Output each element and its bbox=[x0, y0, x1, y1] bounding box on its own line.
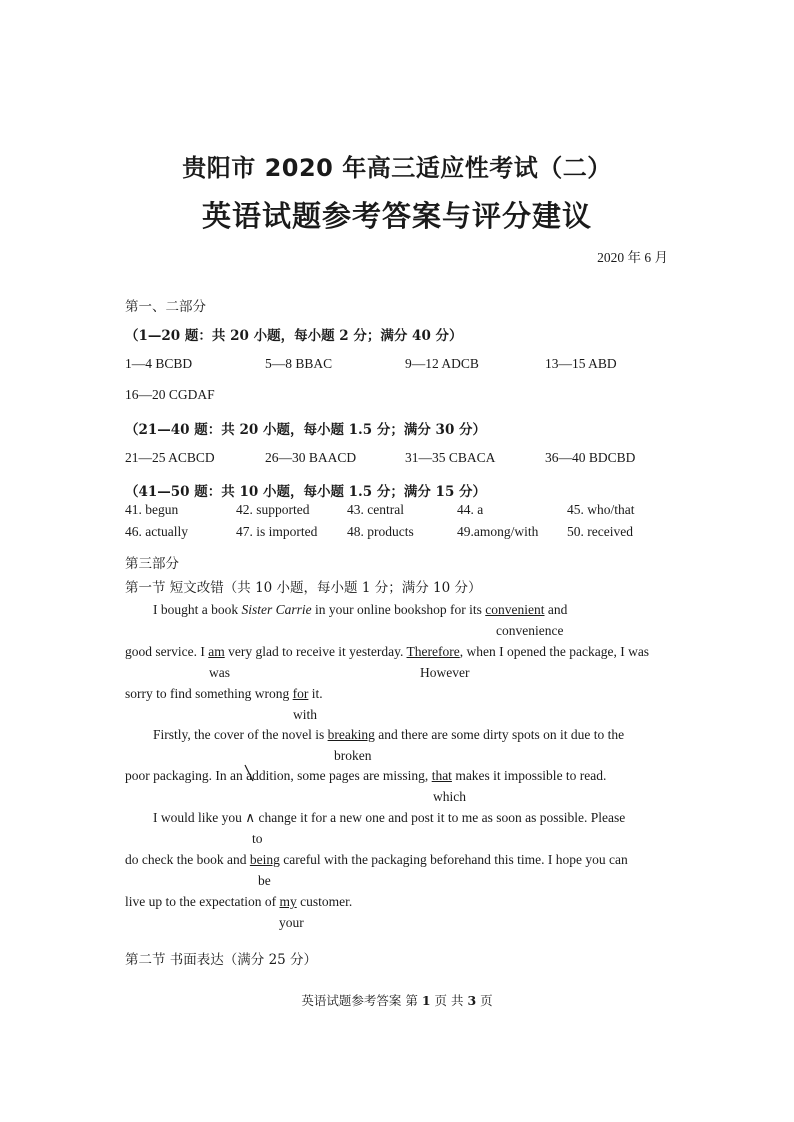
section2-heading: 第二节 书面表达（满分 25 分） bbox=[125, 952, 318, 968]
page-total: 3 bbox=[467, 993, 477, 1008]
error-word: being bbox=[249, 852, 280, 867]
passage-text: , when I opened the package, I was bbox=[459, 644, 650, 659]
passage-text: poor packaging. In bbox=[125, 768, 230, 783]
answer-1-4: 1—4 BCBD bbox=[125, 356, 193, 371]
answer-16-20: 16—20 CGDAF bbox=[125, 387, 215, 402]
passage-text: I would like you bbox=[153, 810, 246, 825]
part12-heading: 第一、二部分 bbox=[125, 299, 206, 315]
answer-50: 50. received bbox=[567, 524, 633, 539]
group2-heading: （21—40 题：共 20 小题，每小题 1.5 分；满分 30 分） bbox=[125, 422, 487, 438]
page-title: 贵阳市 2020 年高三适应性考试（二） bbox=[182, 154, 612, 182]
passage-line-4 bbox=[153, 727, 624, 743]
answer-5-8: 5—8 BBAC bbox=[265, 356, 333, 371]
correction-however: However bbox=[420, 665, 470, 680]
answer-48: 48. products bbox=[347, 524, 414, 539]
error-word: breaking bbox=[327, 727, 375, 742]
answer-21-25: 21—25 ACBCD bbox=[125, 450, 215, 465]
passage-line-3 bbox=[125, 686, 323, 702]
page-number: 1 bbox=[421, 993, 431, 1008]
passage-line-5 bbox=[125, 768, 606, 784]
deletion-slash-mark bbox=[244, 764, 254, 782]
passage-text: it. bbox=[308, 686, 323, 701]
passage-text: live up to the expectation of bbox=[125, 894, 280, 909]
answer-46: 46. actually bbox=[125, 524, 188, 539]
passage-line-6 bbox=[153, 810, 625, 826]
passage-text: in your online bookshop for its bbox=[311, 602, 486, 617]
footer-text: 英语试题参考答案 第 bbox=[301, 993, 422, 1008]
correction-be: be bbox=[258, 873, 271, 888]
answer-43: 43. central bbox=[347, 502, 404, 517]
answer-13-15: 13—15 ABD bbox=[545, 356, 617, 371]
passage-text: very glad to receive it yesterday. bbox=[224, 644, 407, 659]
answer-41: 41. begun bbox=[125, 502, 179, 517]
answer-31-35: 31—35 CBACA bbox=[405, 450, 496, 465]
passage-text: careful with the packaging beforehand this time. I hope you can bbox=[279, 852, 628, 867]
passage-text: makes it impossible to read. bbox=[451, 768, 607, 783]
correction-was: was bbox=[209, 665, 230, 680]
error-word: convenient bbox=[485, 602, 545, 617]
error-word: for bbox=[292, 686, 309, 701]
error-word: am bbox=[208, 644, 225, 659]
answer-47: 47. is imported bbox=[236, 524, 318, 539]
passage-text: do check the book and bbox=[125, 852, 250, 867]
error-word: that bbox=[431, 768, 452, 783]
passage-text: change it for a new one and post it to me as soon as possible. Please bbox=[255, 810, 626, 825]
deleted-word: an bbox=[229, 768, 243, 783]
book-title: Sister Carrie bbox=[241, 602, 312, 617]
answer-45: 45. who/that bbox=[567, 502, 635, 517]
passage-text: good service. I bbox=[125, 644, 209, 659]
error-word: Therefore bbox=[406, 644, 460, 659]
answer-36-40: 36—40 BDCBD bbox=[545, 450, 636, 465]
correction-your: your bbox=[279, 915, 304, 930]
passage-text: and there are some dirty spots on it due to the bbox=[374, 727, 625, 742]
document-date: 2020 年 6 月 bbox=[597, 250, 668, 265]
page-footer bbox=[0, 991, 794, 1009]
footer-text: 页 共 bbox=[430, 993, 468, 1008]
answer-42: 42. supported bbox=[236, 502, 310, 517]
correction-which: which bbox=[433, 789, 466, 804]
section1-heading: 第一节 短文改错（共 10 小题，每小题 1 分；满分 10 分） bbox=[125, 580, 482, 596]
passage-text: and bbox=[544, 602, 568, 617]
page-subtitle: 英语试题参考答案与评分建议 bbox=[201, 199, 592, 233]
passage-text: sorry to find something wrong bbox=[125, 686, 293, 701]
answer-9-12: 9—12 ADCB bbox=[405, 356, 479, 371]
group1-heading: （1—20 题：共 20 小题，每小题 2 分；满分 40 分） bbox=[125, 328, 463, 344]
insertion-caret: ∧ bbox=[245, 810, 256, 825]
answer-44: 44. a bbox=[457, 502, 484, 517]
passage-text: customer. bbox=[296, 894, 353, 909]
answer-49: 49.among/with bbox=[457, 524, 539, 539]
correction-broken: broken bbox=[334, 748, 372, 763]
correction-to: to bbox=[252, 831, 263, 846]
passage-line-8 bbox=[125, 894, 352, 910]
group3-heading: （41—50 题：共 10 小题，每小题 1.5 分；满分 15 分） bbox=[125, 484, 487, 500]
passage-text: I bought a book bbox=[153, 602, 242, 617]
correction-convenience: convenience bbox=[496, 623, 564, 638]
error-word: my bbox=[279, 894, 297, 909]
passage-line-2 bbox=[125, 644, 649, 660]
passage-line-1 bbox=[153, 602, 567, 618]
answer-26-30: 26—30 BAACD bbox=[265, 450, 357, 465]
passage-line-7 bbox=[125, 852, 628, 868]
passage-text: Firstly, the cover of the novel is bbox=[153, 727, 328, 742]
passage-text: addition, some pages are missing, bbox=[242, 768, 432, 783]
footer-text: 页 bbox=[476, 993, 493, 1008]
correction-with: with bbox=[293, 707, 318, 722]
part3-heading: 第三部分 bbox=[125, 556, 179, 572]
